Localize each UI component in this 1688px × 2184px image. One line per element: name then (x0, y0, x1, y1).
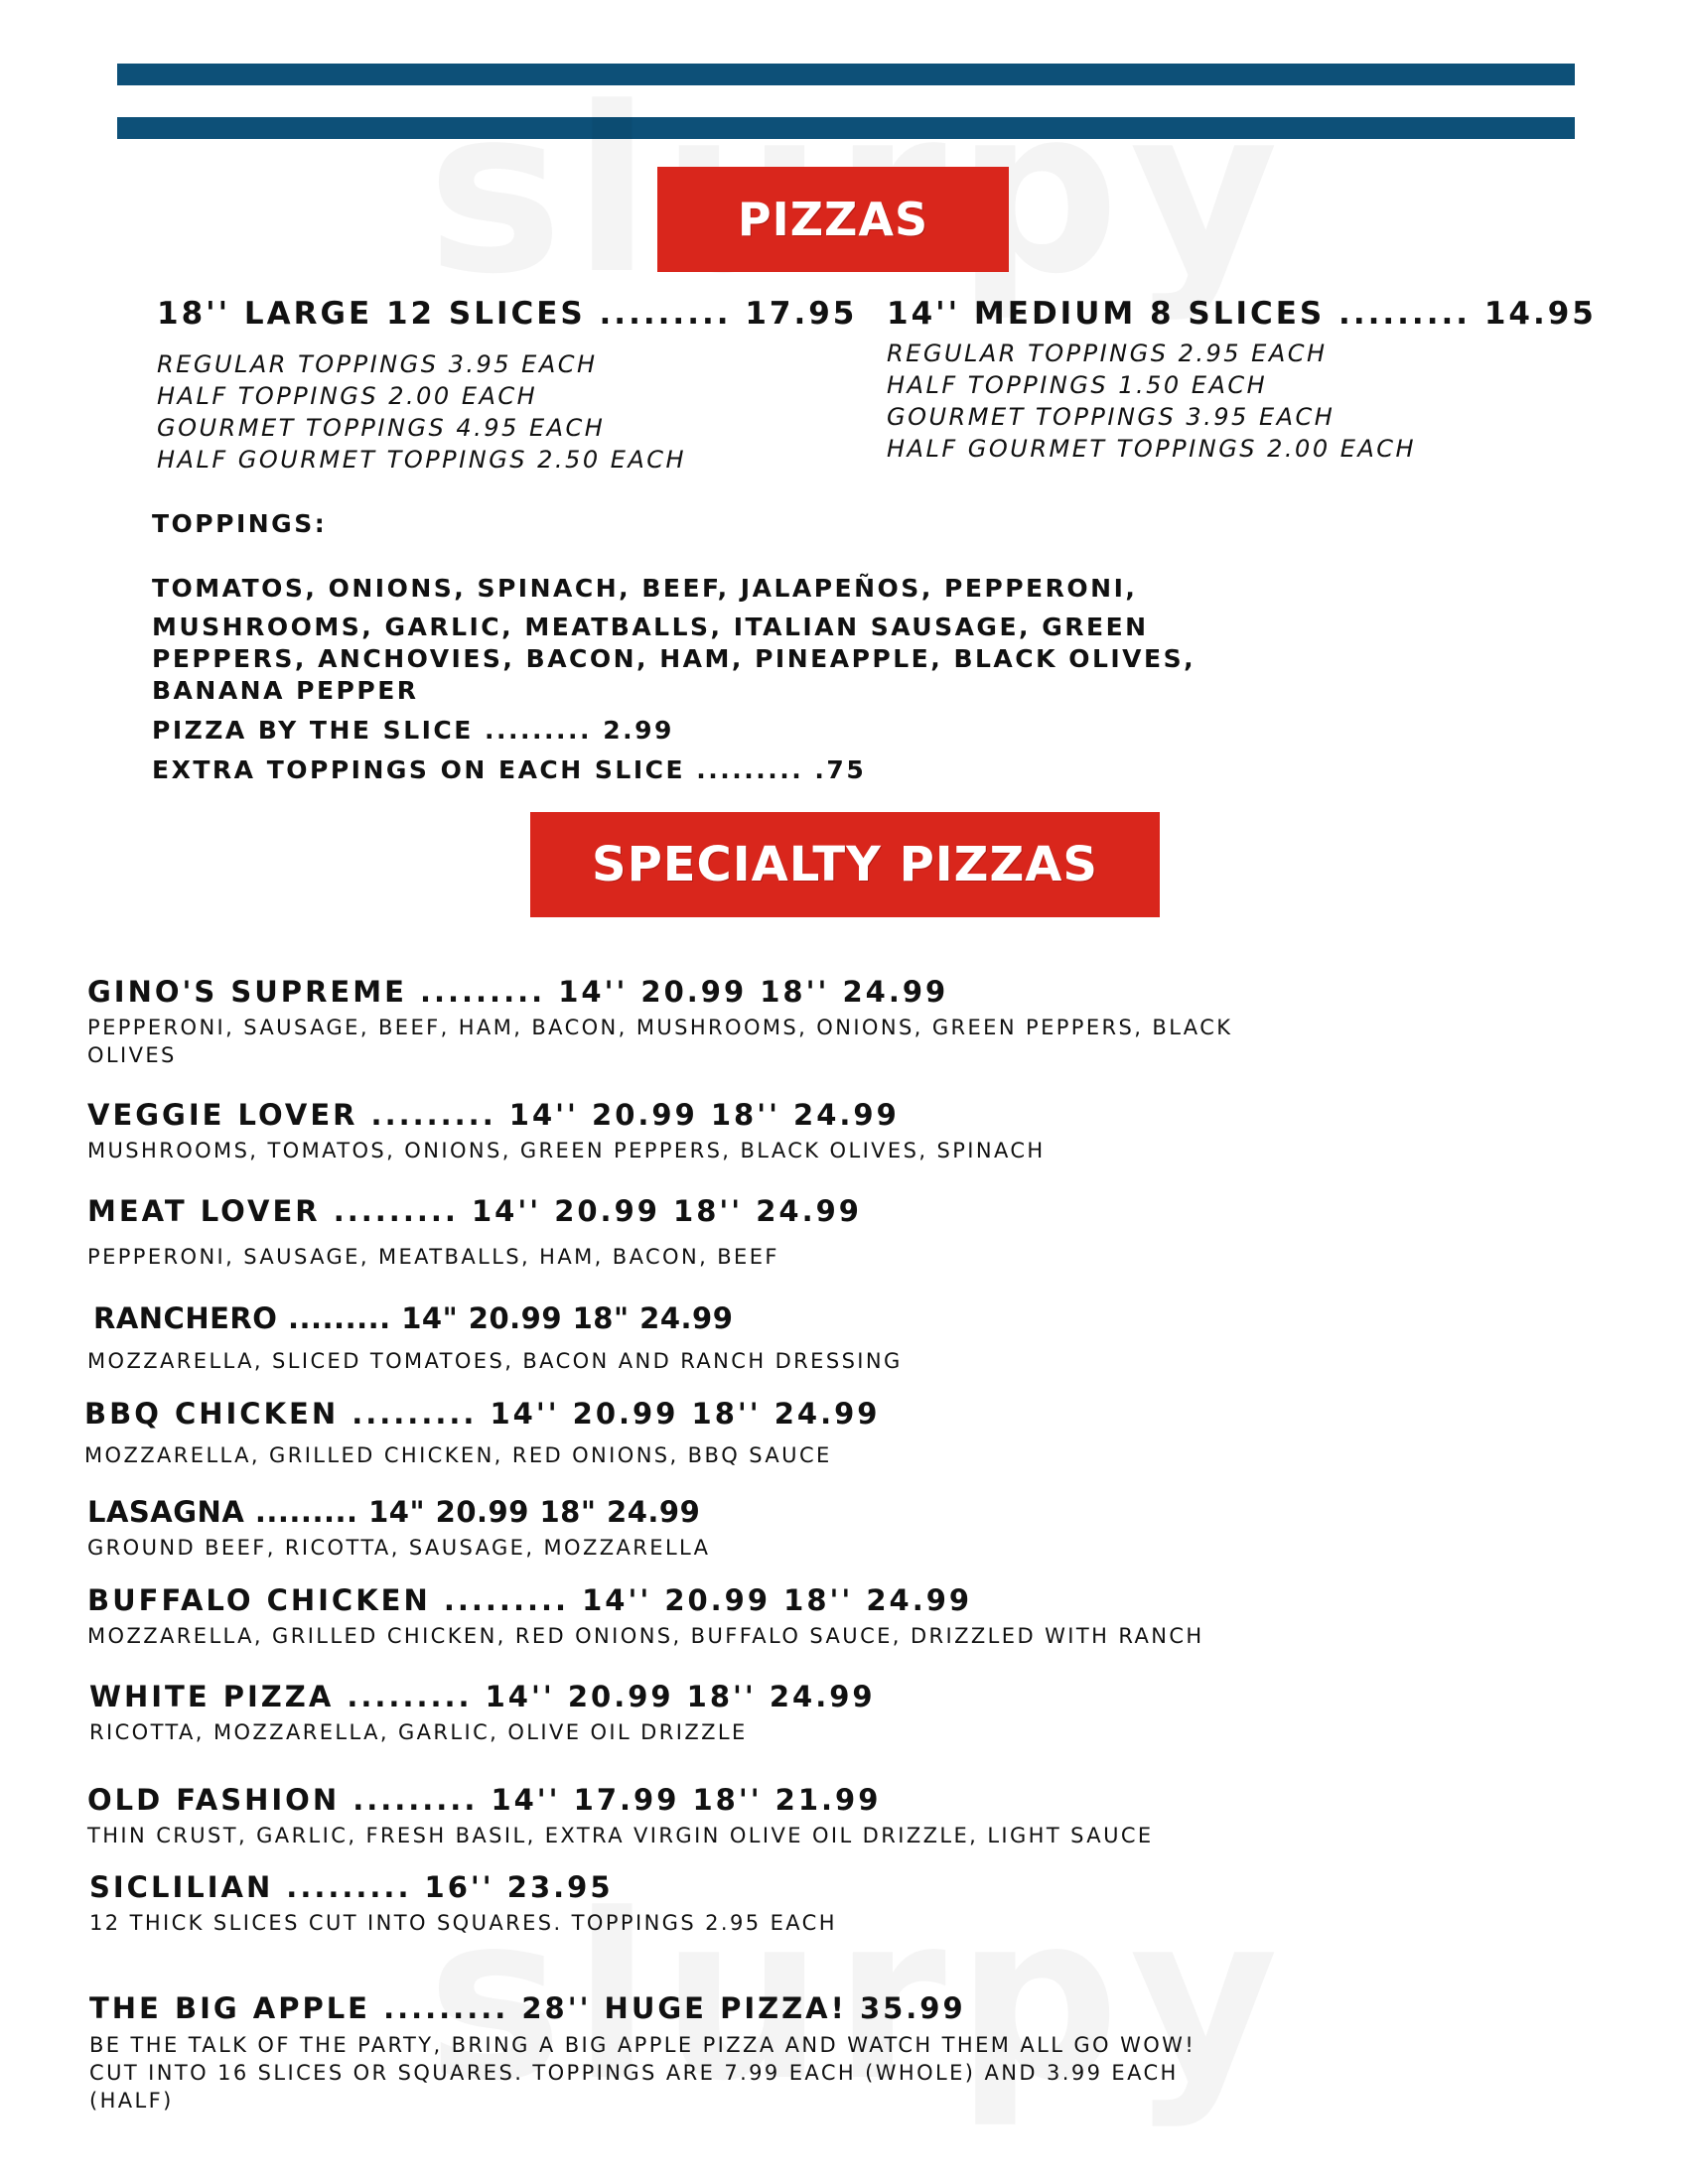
specialty-desc-sicilian: 12 THICK SLICES CUT INTO SQUARES. TOPPINGS 2.95 EACH (89, 1911, 837, 1935)
large-size-line-2: HALF TOPPINGS 2.00 EACH (157, 382, 538, 410)
specialty-item-veggie-lover: VEGGIE LOVER ......... 14'' 20.99 18'' 24.99 (87, 1098, 900, 1132)
toppings-label: TOPPINGS: (152, 509, 328, 538)
specialty-desc-ginos-supreme-1: PEPPERONI, SAUSAGE, BEEF, HAM, BACON, MUSHROOMS, ONIONS, GREEN PEPPERS, BLACK (87, 1016, 1233, 1039)
specialty-desc-bbq-chicken: MOZZARELLA, GRILLED CHICKEN, RED ONIONS, BBQ SAUCE (84, 1443, 832, 1467)
specialty-desc-buffalo-chicken: MOZZARELLA, GRILLED CHICKEN, RED ONIONS, BUFFALO SAUCE, DRIZZLED WITH RANCH (87, 1624, 1204, 1648)
specialty-desc-big-apple-3: (HALF) (89, 2089, 174, 2113)
specialty-desc-big-apple-2: CUT INTO 16 SLICES OR SQUARES. TOPPINGS ARE 7.99 EACH (WHOLE) AND 3.99 EACH (89, 2061, 1179, 2085)
specialty-item-bbq-chicken: BBQ CHICKEN ......... 14'' 20.99 18'' 24.99 (84, 1397, 881, 1431)
toppings-line-4: BANANA PEPPER (152, 676, 419, 705)
slice-price: PIZZA BY THE SLICE ......... 2.99 (152, 716, 674, 745)
specialty-desc-ranchero: MOZZARELLA, SLICED TOMATOES, BACON AND RANCH DRESSING (87, 1349, 903, 1373)
specialty-item-old-fashion: OLD FASHION ......... 14'' 17.99 18'' 21.99 (87, 1783, 882, 1817)
specialty-desc-old-fashion: THIN CRUST, GARLIC, FRESH BASIL, EXTRA VIRGIN OLIVE OIL DRIZZLE, LIGHT SAUCE (87, 1824, 1154, 1847)
large-size-line-3: GOURMET TOPPINGS 4.95 EACH (157, 414, 606, 442)
specialty-desc-meat-lover: PEPPERONI, SAUSAGE, MEATBALLS, HAM, BACON, BEEF (87, 1245, 779, 1269)
top-stripe-2 (117, 117, 1575, 139)
large-size-line-1: REGULAR TOPPINGS 3.95 EACH (157, 350, 598, 378)
specialty-desc-lasagna: GROUND BEEF, RICOTTA, SAUSAGE, MOZZARELLA (87, 1536, 711, 1560)
large-size-line-4: HALF GOURMET TOPPINGS 2.50 EACH (157, 446, 687, 474)
specialty-item-lasagna: LASAGNA ......... 14" 20.99 18" 24.99 (87, 1495, 701, 1529)
specialty-desc-big-apple-1: BE THE TALK OF THE PARTY, BRING A BIG APPLE PIZZA AND WATCH THEM ALL GO WOW! (89, 2033, 1196, 2057)
specialty-title-banner (530, 812, 1160, 917)
specialty-item-white-pizza: WHITE PIZZA ......... 14'' 20.99 18'' 24.99 (89, 1680, 876, 1713)
extra-toppings-price: EXTRA TOPPINGS ON EACH SLICE ......... .75 (152, 755, 867, 784)
specialty-item-big-apple: THE BIG APPLE ......... 28'' HUGE PIZZA! 35.99 (89, 1991, 966, 2025)
medium-size-line-4: HALF GOURMET TOPPINGS 2.00 EACH (887, 435, 1417, 463)
pizzas-title: PIZZAS (737, 193, 929, 246)
large-size-heading: 18'' LARGE 12 SLICES ......... 17.95 (157, 296, 858, 332)
specialty-item-ginos-supreme: GINO'S SUPREME ......... 14'' 20.99 18'' 24.99 (87, 975, 949, 1009)
specialty-item-ranchero: RANCHERO ......... 14" 20.99 18" 24.99 (93, 1301, 734, 1335)
toppings-line-1: TOMATOS, ONIONS, SPINACH, BEEF, JALAPEÑOS, PEPPERONI, (152, 574, 1138, 603)
toppings-line-2: MUSHROOMS, GARLIC, MEATBALLS, ITALIAN SAUSAGE, GREEN (152, 613, 1149, 641)
medium-size-heading: 14'' MEDIUM 8 SLICES ......... 14.95 (887, 296, 1597, 332)
specialty-desc-ginos-supreme-2: OLIVES (87, 1043, 177, 1067)
pizzas-title-banner (657, 167, 1009, 272)
specialty-desc-white-pizza: RICOTTA, MOZZARELLA, GARLIC, OLIVE OIL DRIZZLE (89, 1720, 748, 1744)
specialty-desc-veggie-lover: MUSHROOMS, TOMATOS, ONIONS, GREEN PEPPERS, BLACK OLIVES, SPINACH (87, 1139, 1046, 1162)
specialty-item-meat-lover: MEAT LOVER ......... 14'' 20.99 18'' 24.99 (87, 1194, 862, 1228)
specialty-item-buffalo-chicken: BUFFALO CHICKEN ......... 14'' 20.99 18'' 24.99 (87, 1583, 973, 1617)
specialty-item-sicilian: SICLILIAN ......... 16'' 23.95 (89, 1870, 614, 1904)
top-stripe-1 (117, 64, 1575, 85)
toppings-line-3: PEPPERS, ANCHOVIES, BACON, HAM, PINEAPPLE, BLACK OLIVES, (152, 644, 1196, 673)
specialty-title: SPECIALTY PIZZAS (592, 837, 1098, 892)
medium-size-line-1: REGULAR TOPPINGS 2.95 EACH (887, 340, 1328, 367)
medium-size-line-3: GOURMET TOPPINGS 3.95 EACH (887, 403, 1336, 431)
medium-size-line-2: HALF TOPPINGS 1.50 EACH (887, 371, 1268, 399)
